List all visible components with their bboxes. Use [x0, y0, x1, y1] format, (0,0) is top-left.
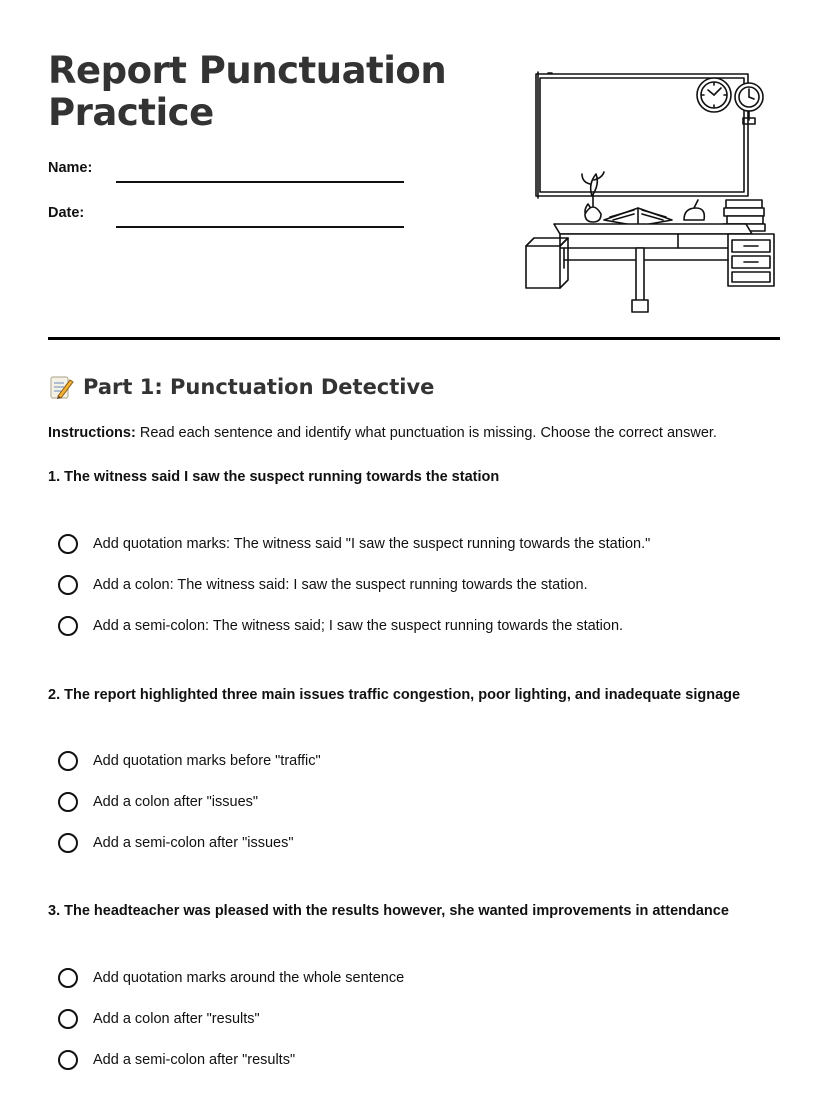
question-3-option-1[interactable]	[58, 965, 404, 991]
classroom-desk-whiteboard-illustration	[518, 68, 780, 318]
option-label: Add a colon after "issues"	[93, 794, 259, 810]
question-3-option-2[interactable]	[58, 1006, 260, 1032]
part1-title: Part 1: Punctuation Detective	[83, 375, 435, 399]
instructions	[48, 425, 717, 441]
option-label: Add a semi-colon after "results"	[93, 1052, 296, 1068]
option-label: Add quotation marks around the whole sentence	[93, 970, 405, 986]
radio-button[interactable]	[58, 751, 78, 771]
name-label: Name:	[48, 160, 93, 176]
question-1-option-2[interactable]	[58, 572, 588, 598]
question-3: 3. The headteacher was pleased with the results however, she wanted improvements in attendance	[48, 903, 729, 919]
option-label: Add a colon: The witness said: I saw the suspect running towards the station.	[93, 577, 588, 593]
question-1: 1. The witness said I saw the suspect running towards the station	[48, 469, 500, 485]
question-2-option-1[interactable]	[58, 748, 321, 774]
question-2: 2. The report highlighted three main issues traffic congestion, poor lighting, and inadequate signage	[48, 687, 741, 703]
radio-button[interactable]	[58, 792, 78, 812]
date-field[interactable]	[116, 226, 404, 228]
name-field[interactable]	[116, 181, 404, 183]
radio-button[interactable]	[58, 1050, 78, 1070]
part1-heading	[48, 374, 434, 400]
option-label: Add quotation marks before "traffic"	[93, 753, 321, 769]
radio-button[interactable]	[58, 534, 78, 554]
instructions-label: Instructions:	[48, 425, 136, 441]
question-3-option-3[interactable]	[58, 1047, 295, 1073]
radio-button[interactable]	[58, 1009, 78, 1029]
worksheet-title: Report Punctuation Practice	[48, 49, 447, 134]
option-label: Add a colon after "results"	[93, 1011, 260, 1027]
question-2-option-3[interactable]	[58, 830, 294, 856]
option-label: Add a semi-colon: The witness said; I saw the suspect running towards the station.	[93, 618, 624, 634]
radio-button[interactable]	[58, 833, 78, 853]
radio-button[interactable]	[58, 616, 78, 636]
radio-button[interactable]	[58, 575, 78, 595]
radio-button[interactable]	[58, 968, 78, 988]
question-2-option-2[interactable]	[58, 789, 258, 815]
instructions-text: Read each sentence and identify what punctuation is missing. Choose the correct answer.	[135, 425, 717, 441]
question-1-option-1[interactable]	[58, 531, 650, 557]
date-label: Date:	[48, 205, 85, 221]
question-1-option-3[interactable]	[58, 613, 623, 639]
option-label: Add a semi-colon after "issues"	[93, 835, 294, 851]
memo-pencil-icon	[48, 374, 74, 400]
section-divider	[48, 337, 780, 340]
option-label: Add quotation marks: The witness said "I saw the suspect running towards the station."	[93, 536, 651, 552]
